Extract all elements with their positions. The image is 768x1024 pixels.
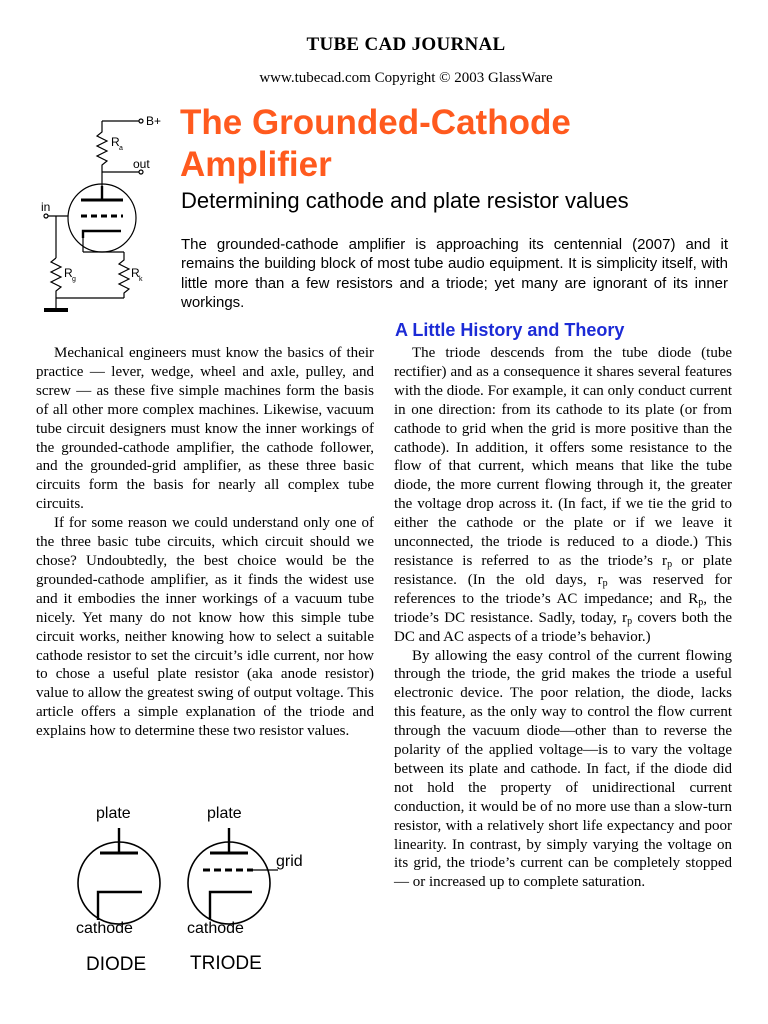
left-column	[36, 344, 374, 741]
right-paragraph-2: By allowing the easy control of the current flowing through the triode, the grid makes the triode a useful electronic device. The poor relation, the diode, lacks this feature, as the only way to control the flow current through the vacuum diode—other than to reverse the polarity of the applied voltage—is to vary the voltage between its plate and cathode. In fact, if the diode did not hold the property of unidirectional current conduction, it would be of no more use than a slow-turn resistor, with a relatively short life expectancy and poor linearity. In contrast, by simply varying the voltage on its grid, the triode’s current can be completely stopped — or increased up to complete saturation.	[394, 647, 732, 891]
ra-label: R	[111, 135, 120, 149]
diode-label: DIODE	[86, 954, 147, 975]
diode-cathode-label: cathode	[76, 920, 133, 937]
triode-plate-label: plate	[207, 805, 242, 822]
rg-label: R	[64, 266, 73, 280]
plate-resistor	[97, 121, 107, 172]
rk-subscript: k	[139, 276, 143, 283]
copyright-line: www.tubecad.com Copyright © 2003 GlassWare	[259, 70, 553, 86]
title-line-2: Amplifier	[180, 145, 332, 184]
amplifier-schematic	[36, 110, 176, 316]
article-title	[180, 102, 571, 186]
bplus-terminal	[139, 119, 143, 123]
in-label: in	[41, 200, 51, 214]
journal-name: TUBE CAD JOURNAL	[306, 34, 506, 55]
diode-plate-label: plate	[96, 805, 131, 822]
title-line-1: The Grounded-Cathode	[180, 103, 571, 142]
left-paragraph-1: Mechanical engineers must know the basics of their practice — lever, wedge, wheel and axle, pulley, and screw — as these five simple machines form the basis of all other more complex machines. Likewise, vacuum tube circuit designers must know the inner workings of the grounded-cathode amplifier, the cathode follower, and the grounded-grid amplifier, as these three basic circuits form the basis for nearly all complex tube circuits.	[36, 345, 374, 513]
grid-resistor	[51, 258, 61, 298]
intro-paragraph: The grounded-cathode amplifier is approaching its centennial (2007) and it remains the building block of most tube audio equipment. It is simplicity itself, with little more than a few resistors and a triode; yet many are ignorant of its inner workings.	[181, 236, 728, 311]
triode-cathode-label: cathode	[187, 920, 244, 937]
section-heading: A Little History and Theory	[395, 320, 625, 340]
left-paragraph-2: If for some reason we could understand only one of the three basic tube circuits, which circuit should we chose? Undoubtedly, the best choice would be the grounded-cathode amplifier, as it finds the widest use and it embodies the inner workings of a vacuum tube nicely. Yet many do not know how this simple tube circuit works, neither knowing how to select a suitable cathode resistor to set the circuit’s idle current, nor how to chose a useful plate resistor (aka anode resistor) value to allow the greatest swing of output voltage. This article offers a simple explanation of the triode and explains how to determine these two resistor values.	[36, 515, 374, 740]
out-label: out	[133, 157, 150, 171]
rk-label: R	[131, 266, 140, 280]
rg-subscript: g	[72, 276, 76, 283]
diode-triode-figure	[70, 800, 320, 980]
in-terminal	[44, 214, 48, 218]
triode-grid-label: grid	[276, 853, 303, 870]
triode-label: TRIODE	[190, 953, 262, 974]
right-paragraph-1: The triode descends from the tube diode (tube rectifier) and as a consequence it shares several features with the diode. For example, it can only conduct current in one direction: from its cathode to its plate (or from cathode to grid when the grid is more positive than the cathode). In addition, it offers some resistance to the flow of that current, which means that like the tube diode, the more current flowing through it, the greater the voltage drop across it. (In fact, if we tie the grid to either the cathode or the plate or if we leave it unconnected, the triode is reduced to a diode.) This resistance is referred to as the triode’s $r_p$ or plate resistance. (In the old days, $r_p$ was reserved for references to the triode’s AC impedance; and $R_p$, the triode’s DC resistance. Sadly, today, $r_p$ covers both the DC and AC aspects of a triode’s behavior.)	[394, 345, 733, 645]
ground-symbol	[44, 308, 68, 312]
right-column	[394, 344, 732, 892]
bplus-label: B+	[146, 114, 162, 128]
article-subtitle: Determining cathode and plate resistor values	[181, 188, 629, 213]
cathode-resistor	[119, 252, 129, 298]
ra-subscript: a	[119, 145, 123, 152]
